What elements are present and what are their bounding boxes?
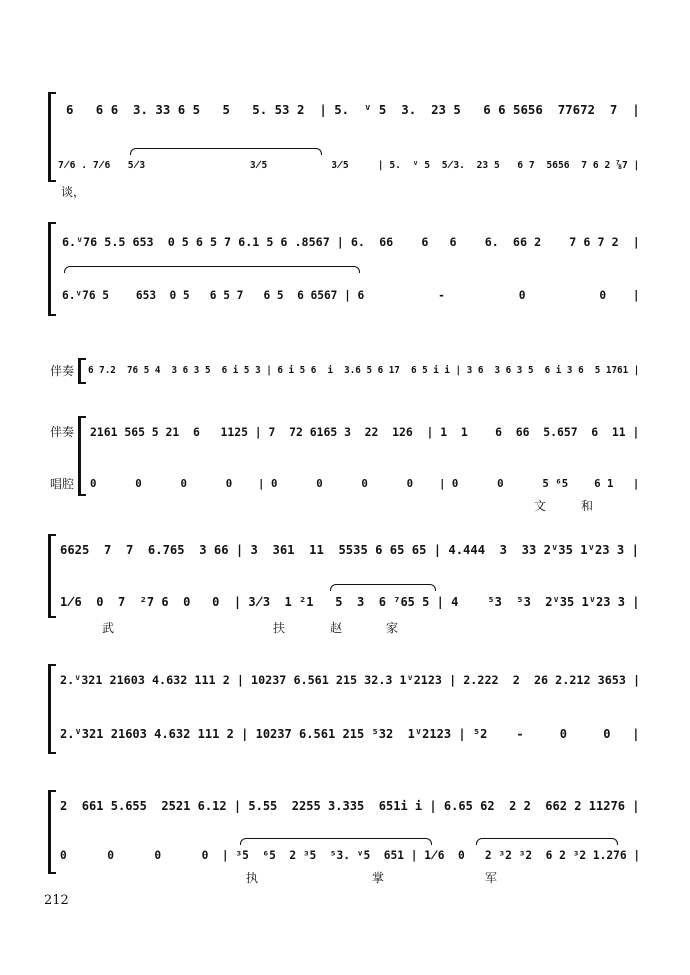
lyric-row (0, 184, 690, 200)
notation: 6625 7 7 6.765 3 66 | 3 361 11 5535 6 65 65 | 4.444 3 33 2ⱽ35 1ⱽ23 3 | (60, 543, 639, 557)
staff-line (0, 474, 690, 494)
staff-line (0, 592, 690, 612)
lyric: 军 (485, 871, 498, 885)
lyric-row (0, 620, 690, 636)
page-number: 212 (44, 893, 69, 908)
part-label: 唱腔 (50, 477, 75, 491)
lyric-row (0, 498, 690, 514)
lyric: 赵 (330, 621, 343, 635)
lyric: 谈， (61, 185, 86, 199)
slur (130, 148, 322, 155)
staff-line (0, 540, 690, 560)
staff-line (0, 796, 690, 816)
staff-line (0, 156, 690, 176)
slur (330, 584, 436, 591)
lyric-row (0, 870, 690, 886)
notation: 6 7.2 76 5 4 3 6 3 5 6 i 5 3 | 6 i 5 6 i 3.6 5 6 17 6 5 i i | 3 6 3 6 3 5 6 i 3 6 5 1761 | (88, 365, 640, 376)
lyric: 掌 (372, 871, 385, 885)
staff-line (0, 670, 690, 690)
notation: 2.ⱽ321 21603 4.632 111 2 | 10237 6.561 215 32.3 1ⱽ2123 | 2.222 2 26 2.212 3653 | (60, 673, 641, 687)
slur (240, 838, 432, 845)
part-label: 伴奏 (50, 425, 75, 439)
staff-line (0, 361, 690, 381)
notation: 6.ⱽ76 5.5 653 0 5 6 5 7 6.1 5 6 .8567 | 6. 66 6 6 6. 66 2 7 6 7 2 | (62, 235, 640, 249)
part-label: 伴奏 (50, 364, 75, 378)
staff-line (0, 286, 690, 306)
staff-line (0, 846, 690, 866)
notation: 1̸6 0 7 ²7 6 0 0 | 3̸3 1 ²1 5 3 6 ⁷65 5 | 4 ⁵3 ⁵3 2ⱽ35 1ⱽ23 3 | (60, 595, 640, 609)
notation: 7̸6 . 7̸6 5̸3 3̸5 3̸5 | 5. ⱽ 5 5̸3. 23 5 6 7 5656 7 6 2 ⅞7 | (58, 160, 640, 171)
lyric: 武 (102, 621, 115, 635)
notation: 2.ⱽ321 21603 4.632 111 2 | 10237 6.561 215 ⁵32 1ⱽ2123 | ⁵2 - 0 0 | (60, 727, 640, 741)
lyric: 执 (246, 871, 259, 885)
notation: 2161 565 5 21 6 1125 | 7 72 6165 3 22 126 | 1 1 6 66 5.657 6 11 | (90, 425, 640, 439)
lyric: 家 (386, 621, 399, 635)
lyric: 和 (581, 499, 594, 513)
slur (64, 266, 360, 273)
lyric: 文 (534, 499, 547, 513)
staff-line (0, 232, 690, 252)
notation: 0 0 0 0 | 0 0 0 0 | 0 0 5 ⁶5 6 1 | (90, 477, 640, 490)
staff-line (0, 422, 690, 442)
slur (476, 838, 618, 845)
staff-line (0, 100, 690, 120)
notation: 0 0 0 0 | ³5 ⁶5 2 ³5 ⁵3. ⱽ5 651 | 1̸6 0 2 ³2 ³2 6 2 ³2 1.276 | (60, 849, 641, 862)
lyric: 扶 (273, 621, 286, 635)
notation: 6 6 6 3. 33 6 5 5 5. 53 2 | 5. ⱽ 5 3. 23 5 6 6 5656 77672 7 | (66, 102, 640, 117)
notation: 6.ⱽ76 5 653 0 5 6 5 7 6 5 6 6567 | 6 - 0 0 | (62, 289, 640, 302)
notation: 2 661 5.655 2521 6.12 | 5.55 2255 3.335 651i i | 6.65 62 2 2 662 2 11276 | (60, 799, 640, 813)
staff-line (0, 724, 690, 744)
